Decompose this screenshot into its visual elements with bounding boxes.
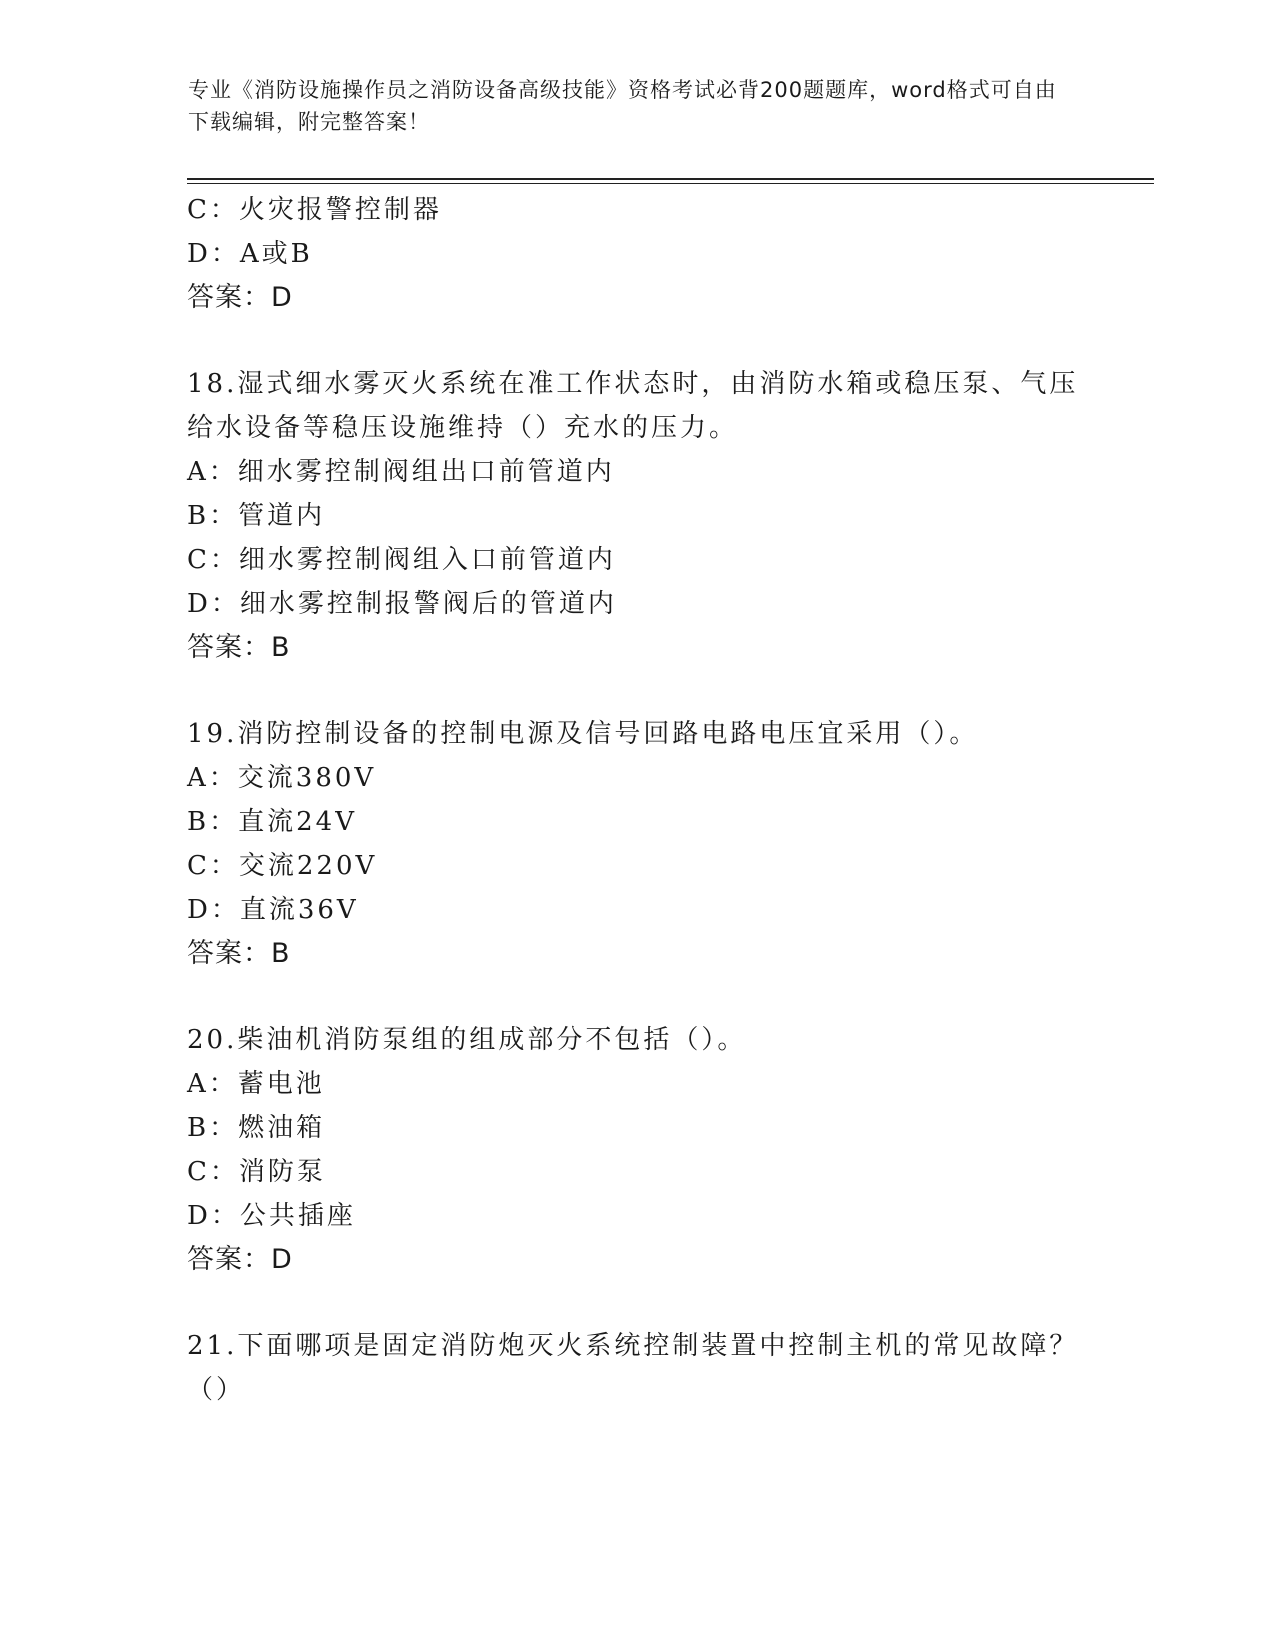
q19-answer: 答案：B — [187, 938, 291, 969]
q18-stem-line2: 给水设备等稳压设施维持（）充水的压力。 — [187, 413, 739, 443]
q18-option-a: A：细水雾控制阀组出口前管道内 — [187, 457, 615, 487]
prev-option-d: D：A或B — [187, 239, 313, 269]
q18-option-d: D：细水雾控制报警阀后的管道内 — [187, 589, 617, 619]
q19-option-d: D：直流36V — [187, 895, 359, 925]
prev-answer: 答案：D — [187, 282, 293, 313]
q20-option-b: B：燃油箱 — [187, 1113, 326, 1143]
q19-stem-line1: 19.消防控制设备的控制电源及信号回路电路电压宜采用（）。 — [187, 719, 979, 749]
document-header-description: 专业《消防设施操作员之消防设备高级技能》资格考试必背200题题库，word格式可自由下载编辑，附完整答案！ — [188, 78, 1057, 134]
q18-answer: 答案：B — [187, 632, 291, 663]
q21-stem-line2: （） — [187, 1375, 246, 1405]
q20-option-a: A：蓄电池 — [187, 1069, 325, 1099]
q20-option-c: C：消防泵 — [187, 1157, 326, 1187]
q20-option-d: D：公共插座 — [187, 1201, 356, 1231]
q20-stem-line1: 20.柴油机消防泵组的组成部分不包括（）。 — [187, 1025, 747, 1055]
q18-stem-line1: 18.湿式细水雾灭火系统在准工作状态时，由消防水箱或稳压泵、气压 — [187, 369, 1079, 399]
header-divider-thin — [187, 183, 1154, 184]
q18-option-c: C：细水雾控制阀组入口前管道内 — [187, 545, 616, 575]
q19-option-c: C：交流220V — [187, 851, 378, 881]
q21-stem-line1: 21.下面哪项是固定消防炮灭火系统控制装置中控制主机的常见故障？ — [187, 1331, 1079, 1361]
q20-answer: 答案：D — [187, 1244, 293, 1275]
q19-option-b: B：直流24V — [187, 807, 357, 837]
q18-option-b: B：管道内 — [187, 501, 326, 531]
header-divider-thick — [187, 178, 1154, 180]
prev-option-c: C：火灾报警控制器 — [187, 195, 442, 225]
q19-option-a: A：交流380V — [187, 763, 377, 793]
